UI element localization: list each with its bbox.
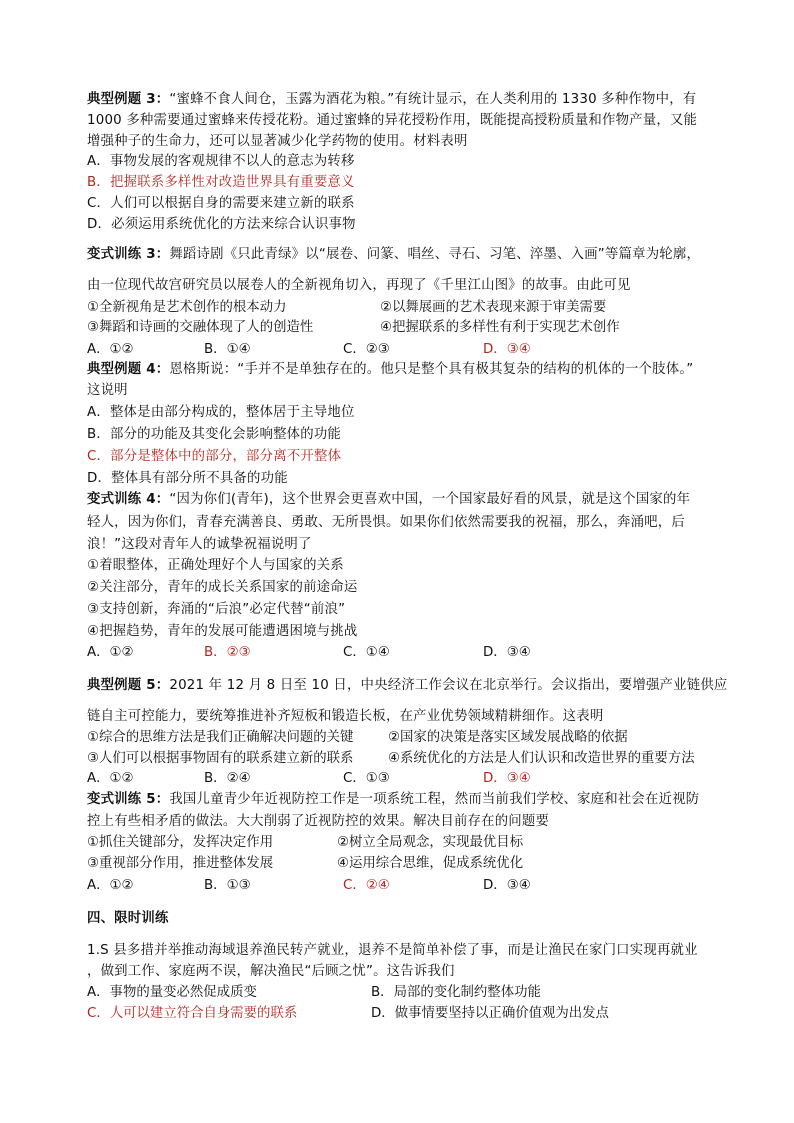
s4-q1-stem-line2: ，做到工作、家庭两不误，解决渔民“后顾之忧”。这告诉我们: [87, 964, 455, 979]
v4-label: 变式训练 4：: [87, 492, 170, 507]
q3-stem-line3: 增强种子的生命力，还可以显著减少化学药物的使用。材料表明: [87, 134, 468, 149]
q4-option-b: B．部分的功能及其变化会影响整体的功能: [87, 427, 342, 442]
q4-option-c-answer: C．部分是整体中的部分，部分离不开整体: [87, 449, 342, 464]
q5-option-a: A．①②: [87, 771, 134, 786]
v4-option-d: D．③④: [483, 645, 531, 660]
v5-option-d: D．③④: [483, 878, 531, 893]
v5-statement-1: ①抓住关键部分，发挥决定作用: [87, 835, 274, 850]
v3-label: 变式训练 3：: [87, 247, 170, 262]
v4-option-a: A．①②: [87, 645, 134, 660]
q4-stem-line1: [87, 360, 693, 380]
q4-text: 恩格斯说：“手并不是单独存在的。他只是整个具有极其复杂的结构的机体的一个肢体。”: [169, 362, 694, 377]
q4-option-a: A．整体是由部分构成的，整体居于主导地位: [87, 405, 355, 420]
v5-text: 我国儿童青少年近视防控工作是一项系统工程，然而当前我们学校、家庭和社会在近视防: [169, 792, 700, 807]
q5-statement-2: ②国家的决策是落实区域发展战略的依据: [388, 730, 628, 745]
v4-text: “因为你们(青年)，这个世界会更喜欢中国，一个国家最好看的风景，就是这个国家的年: [169, 492, 691, 507]
v5-stem-line2: 控上有些相矛盾的做法。大大削弱了近视防控的效果。解决目前存在的问题要: [87, 814, 550, 829]
v4-stem-line3: 浪！”这段对青年人的诚挚祝福说明了: [87, 537, 312, 552]
q3-option-c: C．人们可以根据自身的需要来建立新的联系: [87, 196, 355, 211]
q3-option-a: A．事物发展的客观规律不以人的意志为转移: [87, 154, 355, 169]
q5-stem-line2: 链自主可控能力，要统筹推进补齐短板和锻造长板，在产业优势领域精耕细作。这表明: [87, 709, 604, 724]
v5-label: 变式训练 5：: [87, 792, 170, 807]
q3-text: “蜜蜂不食人间仓，玉露为酒花为粮。”有统计显示，在人类利用的 1330 多种作物中，有: [169, 92, 697, 107]
section-heading: 四、限时训练: [87, 911, 169, 926]
v4-statement-1: ①着眼整体，正确处理好个人与国家的关系: [87, 558, 344, 573]
v3-text: 舞蹈诗剧《只此青绿》以“展卷、问篆、唱丝、寻石、习笔、淬墨、入画”等篇章为轮廓，: [169, 247, 701, 262]
v4-option-b-answer: B．②③: [204, 645, 251, 660]
q4-stem-line2: 这说明: [87, 383, 128, 398]
v5-stem-line1: [87, 790, 699, 810]
q4-option-d: D．整体具有部分所不具备的功能: [87, 471, 288, 486]
v4-statement-4: ④把握趋势，青年的发展可能遭遇困境与挑战: [87, 624, 358, 639]
s4-q1-option-b: B．局部的变化制约整体功能: [371, 985, 541, 1000]
v5-option-a: A．①②: [87, 878, 134, 893]
s4-q1-option-d: D．做事情要坚持以正确价值观为出发点: [371, 1006, 609, 1021]
q5-option-b: B．②④: [204, 771, 251, 786]
q5-text: 2021 年 12 月 8 日至 10 日，中央经济工作会议在北京举行。会议指出，要增强产业链供应: [169, 678, 728, 693]
q4-label: 典型例题 4：: [87, 362, 170, 377]
v5-option-c-answer: C．②④: [343, 878, 390, 893]
v3-option-b: B．①④: [204, 342, 251, 357]
q3-option-d: D．必须运用系统优化的方法来综合认识事物: [87, 217, 356, 232]
q5-statement-3: ③人们可以根据事物固有的联系建立新的联系: [87, 751, 354, 766]
q5-statement-1: ①综合的思维方法是我们正确解决问题的关键: [87, 730, 354, 745]
v3-statement-1: ①全新视角是艺术创作的根本动力: [87, 300, 287, 315]
q5-statement-4: ④系统优化的方法是人们认识和改造世界的重要方法: [388, 751, 695, 766]
v4-statement-2: ②关注部分，青年的成长关系国家的前途命运: [87, 580, 358, 595]
v4-option-c: C．①④: [343, 645, 390, 660]
v5-statement-2: ②树立全局观念，实现最优目标: [337, 835, 524, 850]
v3-statement-2: ②以舞展画的艺术表现来源于审美需要: [380, 300, 607, 315]
s4-q1-option-c-answer: C．人可以建立符合自身需要的联系: [87, 1006, 298, 1021]
v3-statement-3: ③舞蹈和诗画的交融体现了人的创造性: [87, 320, 314, 335]
v3-stem-line1: [87, 245, 700, 265]
v5-statement-4: ④运用综合思维，促成系统优化: [337, 856, 524, 871]
v3-option-c: C．②③: [343, 342, 390, 357]
q3-label: 典型例题 3：: [87, 92, 170, 107]
q5-label: 典型例题 5：: [87, 678, 170, 693]
q5-option-c: C．①③: [343, 771, 390, 786]
v3-option-a: A．①②: [87, 342, 134, 357]
s4-q1-stem-line1: 1.S 县多措并举推动海域退养渔民转产就业，退养不是简单补偿了事，而是让渔民在家门口实现再就业: [87, 943, 698, 958]
v3-statement-4: ④把握联系的多样性有利于实现艺术创作: [380, 320, 620, 335]
v3-stem-line2: 由一位现代故宫研究员以展卷人的全新视角切入，再现了《千里江山图》的故事。由此可见: [87, 278, 631, 293]
q3-option-b-answer: B．把握联系多样性对改造世界具有重要意义: [87, 175, 355, 190]
v5-option-b: B．①③: [204, 878, 251, 893]
q5-stem-line1: [87, 676, 728, 696]
s4-q1-option-a: A．事物的量变必然促成质变: [87, 985, 257, 1000]
v5-statement-3: ③重视部分作用，推进整体发展: [87, 856, 274, 871]
v4-statement-3: ③支持创新，奔涌的“后浪”必定代替“前浪”: [87, 602, 346, 617]
v3-option-d-answer: D．③④: [483, 342, 531, 357]
v4-stem-line1: [87, 490, 690, 510]
q5-option-d-answer: D．③④: [483, 771, 531, 786]
v4-stem-line2: 轻人，因为你们，青春充满善良、勇敢、无所畏惧。如果你们依然需要我的祝福，那么，奔涌吧，后: [87, 515, 685, 530]
q3-stem-line2: 1000 多种需要通过蜜蜂来传授花粉。通过蜜蜂的异花授粉作用，既能提高授粉质量和作物产量，又能: [87, 113, 698, 128]
q3-stem-line1: [87, 90, 696, 110]
